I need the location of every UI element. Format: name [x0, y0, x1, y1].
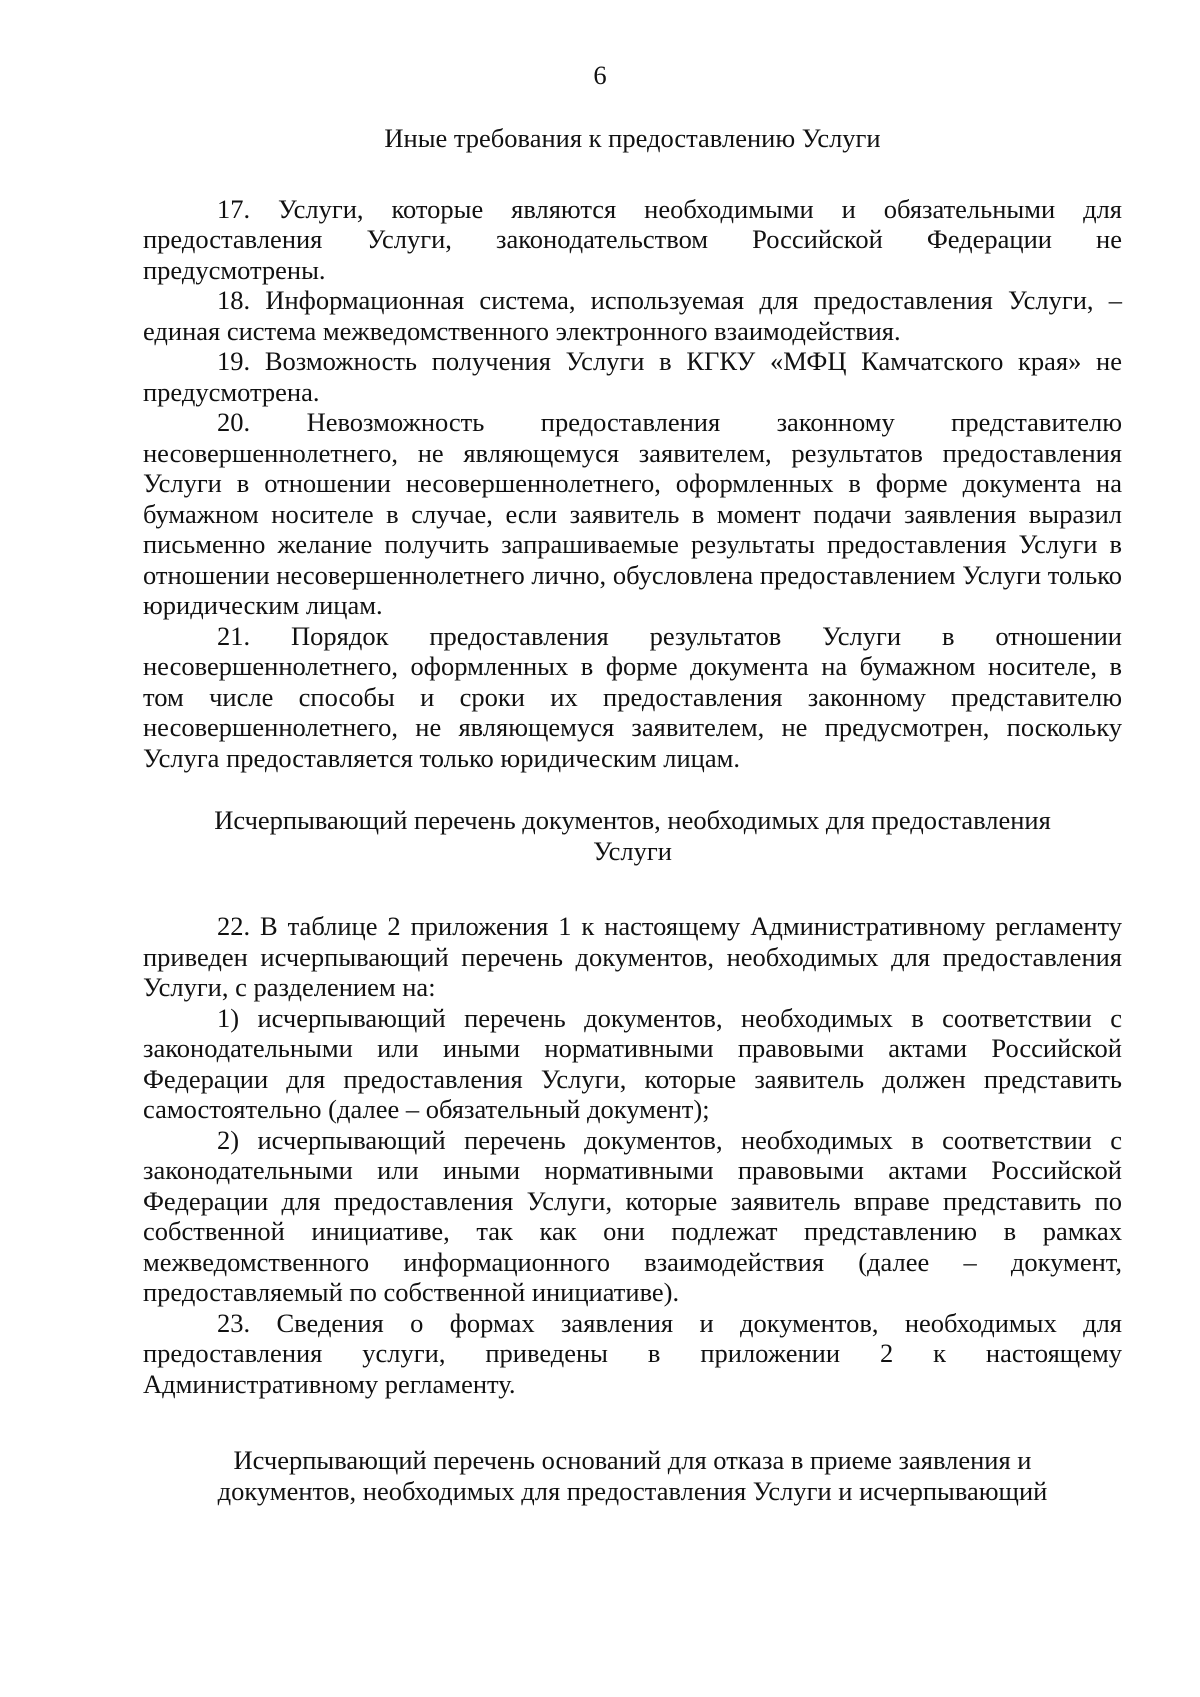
paragraph-22: 22. В таблице 2 приложения 1 к настоящему Административному регламенту приведен исчерпывающий перечень документов, необходимых для предоставления Услуги, с разделением на: — [143, 911, 1122, 1002]
document-body — [143, 123, 1122, 1506]
paragraph-22-item-1: 1) исчерпывающий перечень документов, необходимых в соответствии с законодательными или иными нормативными правовыми актами Российской Федерации для предоставления Услуги, которые заявитель должен представить самостоятельно (далее – обязательный документ); — [143, 1002, 1122, 1124]
paragraph-19: 19. Возможность получения Услуги в КГКУ «МФЦ Камчатского края» не предусмотрена. — [143, 346, 1122, 407]
section-heading-other-requirements: Иные требования к предоставлению Услуги — [384, 123, 881, 153]
section-heading-documents-list: Исчерпывающий перечень документов, необходимых для предоставления Услуги — [214, 805, 1051, 866]
paragraph-23: 23. Сведения о формах заявления и документов, необходимых для предоставления услуги, приведены в приложении 2 к настоящему Административному регламенту. — [143, 1307, 1122, 1399]
section-heading-refusal-grounds: Исчерпывающий перечень оснований для отказа в приеме заявления и документов, необходимых для предоставления Услуги и исчерпывающий — [217, 1445, 1048, 1506]
paragraph-20: 20. Невозможность предоставления законному представителю несовершеннолетнего, не являющемуся заявителем, результатов предоставления Услуги в отношении несовершеннолетнего, оформленных в форме документа на бумажном носителе в случае, если заявитель в момент подачи заявления выразил письменно желание получить запрашиваемые результаты предоставления Услуги в отношении несовершеннолетнего лично, обусловлена предоставлением Услуги только юридическим лицам. — [143, 407, 1122, 620]
paragraph-17: 17. Услуги, которые являются необходимыми и обязательными для предоставления Услуги, законодательством Российской Федерации не предусмотрены. — [143, 193, 1122, 285]
paragraph-21: 21. Порядок предоставления результатов Услуги в отношении несовершеннолетнего, оформленных в форме документа на бумажном носителе, в том числе способы и сроки их предоставления законному представителю несовершеннолетнего, не являющемуся заявителем, не предусмотрен, поскольку Услуга предоставляется только юридическим лицам. — [143, 620, 1122, 773]
page-number: 6 — [593, 60, 607, 90]
paragraph-22-item-2: 2) исчерпывающий перечень документов, необходимых в соответствии с законодательными или иными нормативными правовыми актами Российской Федерации для предоставления Услуги, которые заявитель вправе представить по собственной инициативе, так как они подлежат представлению в рамках межведомственного информационного взаимодействия (далее – документ, предоставляемый по собственной инициативе). — [143, 1124, 1122, 1307]
paragraph-18: 18. Информационная система, используемая для предоставления Услуги, – единая система межведомственного электронного взаимодействия. — [143, 285, 1122, 346]
